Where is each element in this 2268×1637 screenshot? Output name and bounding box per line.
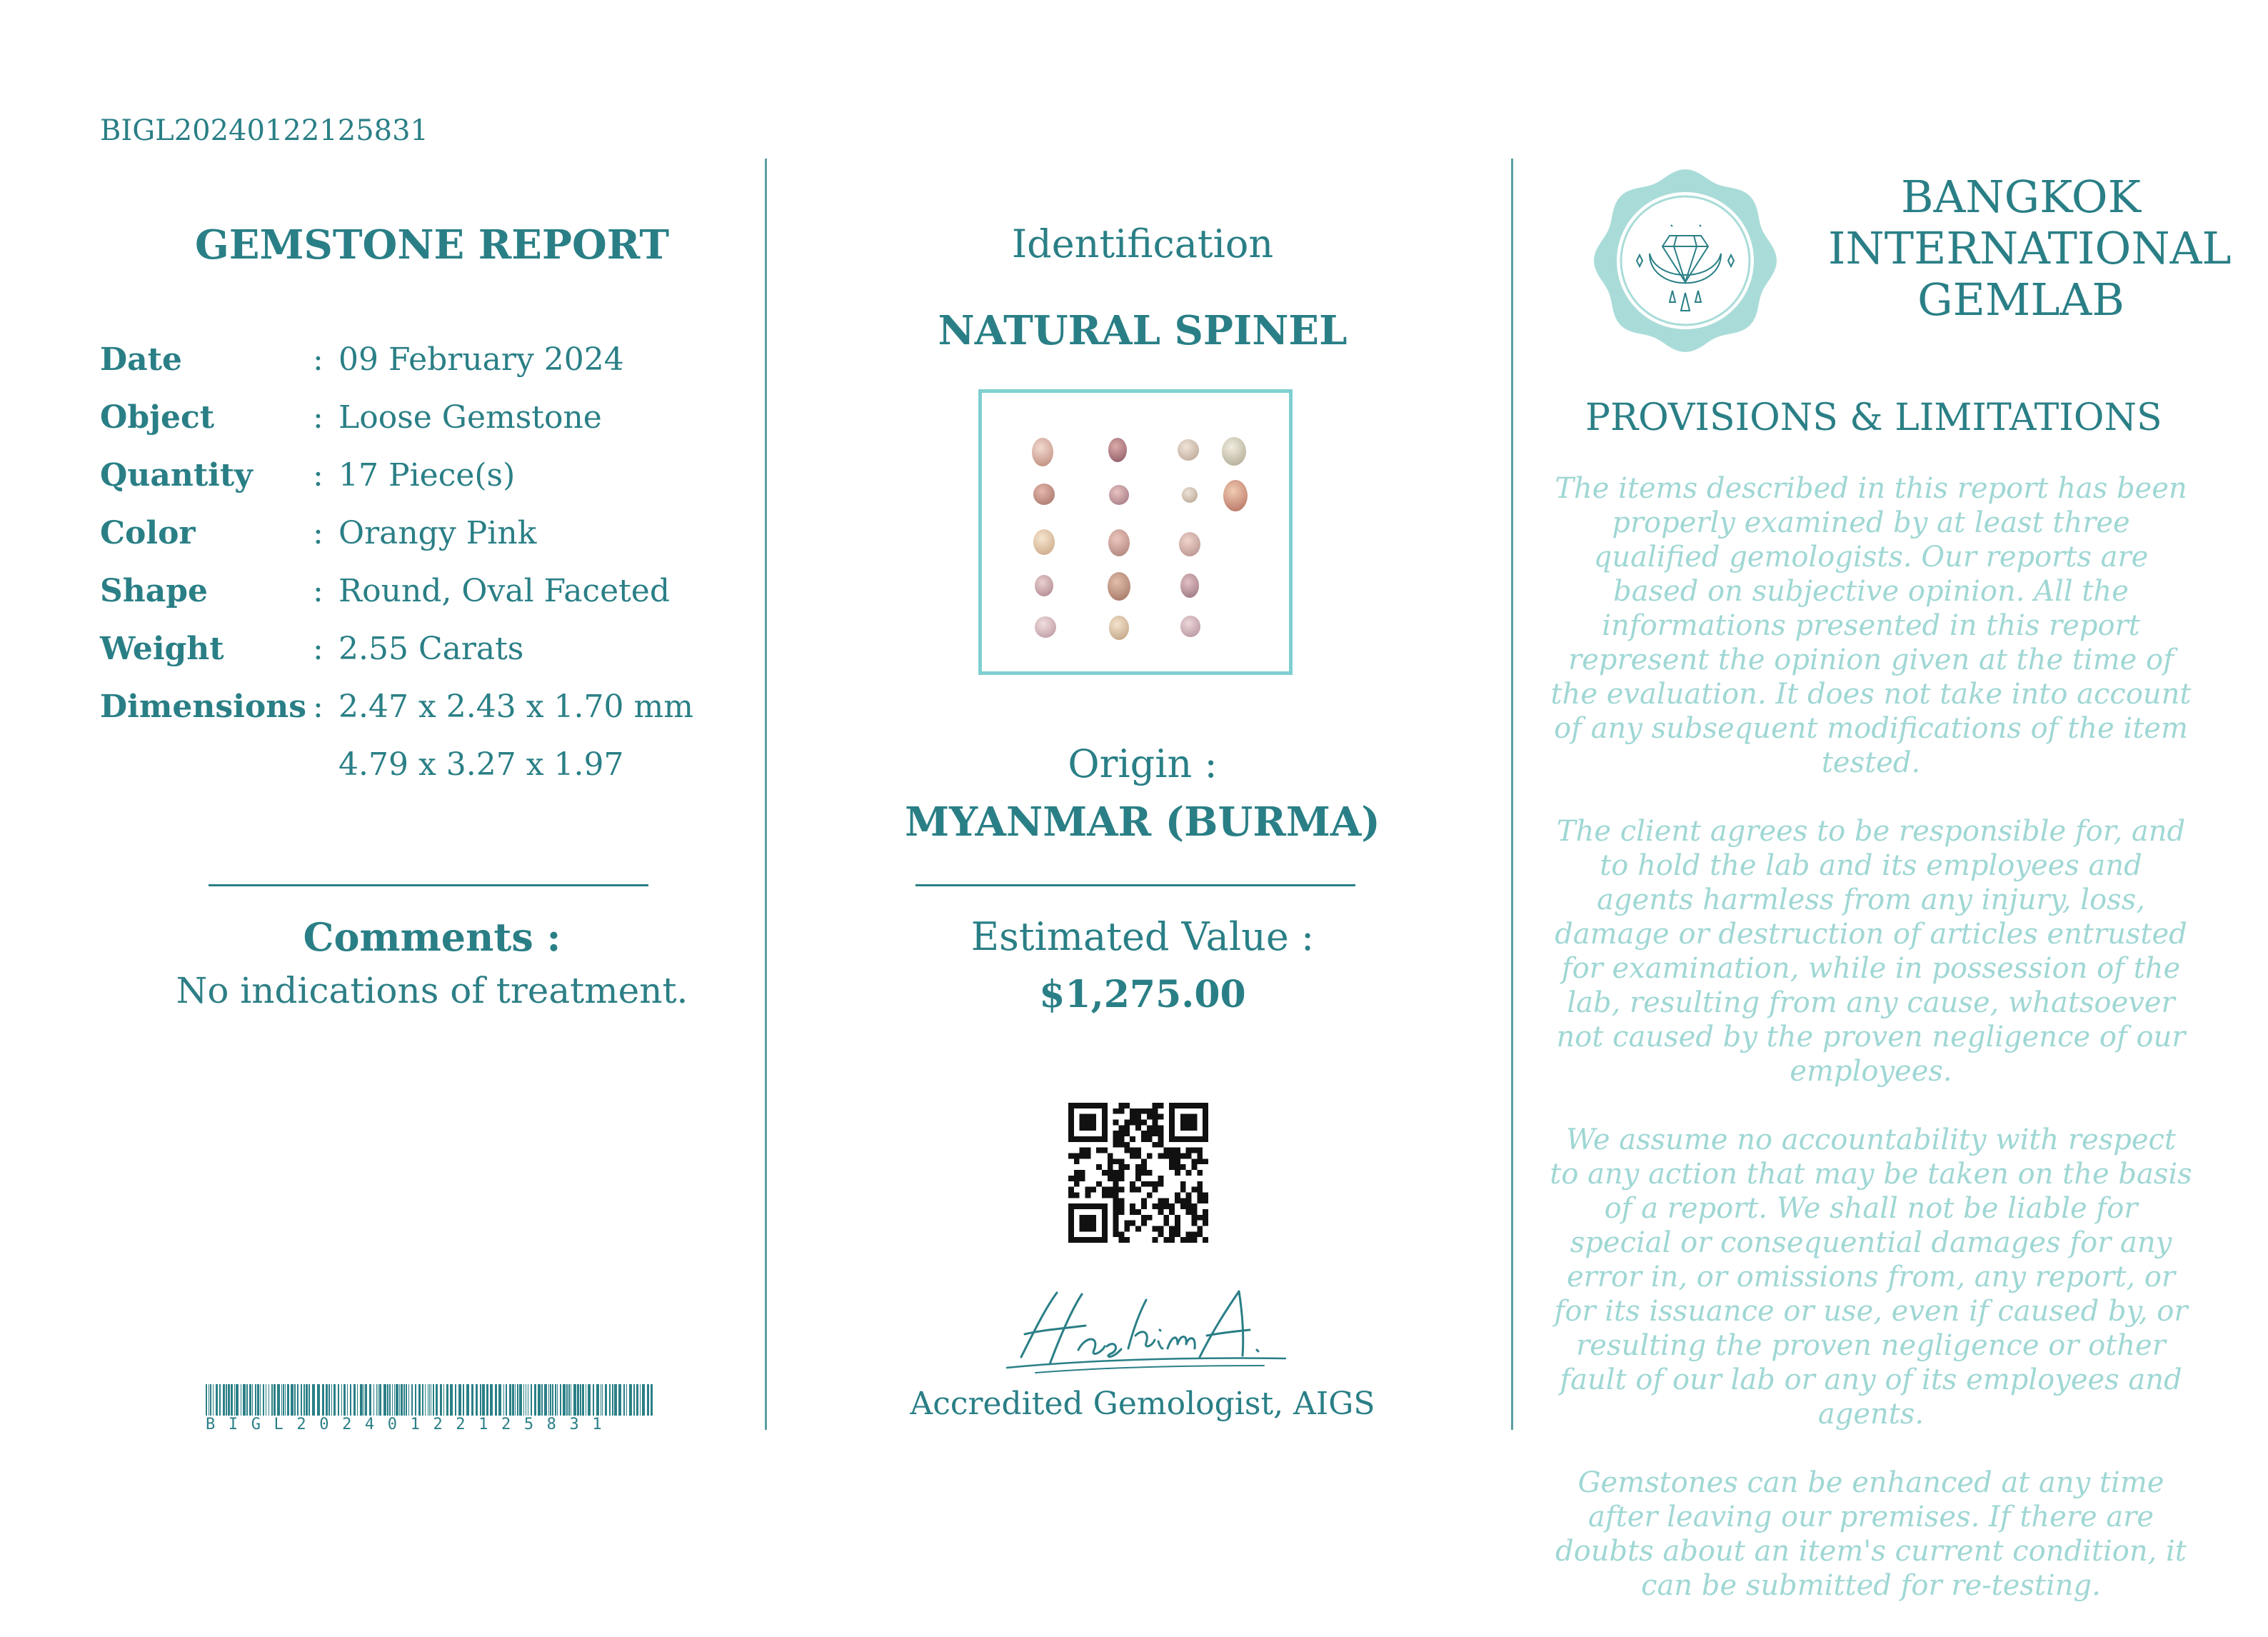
comments-label: Comments : — [303, 914, 561, 960]
lab-seal-logo — [1592, 168, 1778, 354]
info-colon: : — [313, 457, 323, 494]
lab-name-line: INTERNATIONAL — [1828, 222, 2232, 274]
provisions-paragraph: The client agrees to be responsible for, and to hold the lab and its employees and agents harmless from any injury, loss, damage or destruction of articles entrusted for examination, while in possession of the lab, resulting from any cause, whatsoever not caused by the proven negligence of our employees. — [1555, 815, 2187, 1088]
gemstone-image — [1182, 487, 1198, 503]
lab-name — [1828, 171, 2232, 326]
info-colon: : — [313, 689, 323, 725]
info-value: 09 February 2024 — [338, 341, 624, 378]
gemstone-image — [1223, 480, 1248, 511]
gemstone-image — [1178, 439, 1199, 461]
gemstone-image — [1109, 485, 1129, 505]
gemstone-image — [1179, 532, 1200, 556]
signature-image — [993, 1278, 1293, 1378]
info-value: Orangy Pink — [338, 515, 537, 551]
origin-value: MYANMAR (BURMA) — [905, 799, 1380, 846]
info-label: Color — [100, 515, 196, 551]
provisions-text — [1550, 471, 2192, 1637]
provisions-paragraph: The items described in this report has been properly examined by at least three qualified gemologists. Our reports are based on subjective opinion. All the informations presented in this report represent the opinion given at the time of the evaluation. It does not take into account of any subsequent modifications of the item tested. — [1550, 472, 2192, 779]
gemstone-image — [1108, 572, 1130, 601]
identification-label: Identification — [1011, 221, 1274, 266]
info-label: Dimensions — [100, 689, 307, 725]
provisions-paragraph: Gemstones can be enhanced at any time after leaving our premises. If there are doubts about an item's current condition, it can be submitted for re-testing. — [1555, 1466, 2187, 1602]
gemstone-image — [1180, 616, 1200, 637]
info-colon: : — [313, 573, 323, 609]
qr-code — [1068, 1103, 1208, 1243]
info-label: Shape — [100, 573, 209, 609]
gemstone-image — [1222, 437, 1246, 466]
info-label: Date — [100, 341, 182, 378]
comments-text: No indications of treatment. — [176, 970, 688, 1011]
provisions-paragraph: We assume no accountability with respect to any action that may be taken on the basis of a report. We shall not be liable for special or consequential damages for any error in, or omissions from, any report, or for its issuance or use, even if caused by, or resulting the proven negligence or other fault of our lab or any of its employees and agents. — [1550, 1123, 2192, 1431]
gemologist-title: Accredited Gemologist, AIGS — [910, 1386, 1375, 1422]
report-number: BIGL20240122125831 — [100, 114, 428, 147]
gemstone-image — [1035, 575, 1053, 596]
info-value: 17 Piece(s) — [338, 457, 516, 494]
lab-name-line: GEMLAB — [1917, 274, 2124, 326]
divider-line — [209, 884, 648, 886]
info-label: Quantity — [100, 457, 253, 494]
gemstone-photo — [978, 389, 1293, 675]
divider-line — [915, 884, 1355, 886]
estimated-value-label: Estimated Value : — [970, 914, 1315, 959]
provisions-title: PROVISIONS & LIMITATIONS — [1585, 396, 2162, 439]
info-colon: : — [313, 631, 323, 667]
info-value: 2.47 x 2.43 x 1.70 mm — [338, 689, 693, 725]
gemstone-image — [1180, 574, 1199, 598]
gemstone-image — [1035, 616, 1056, 638]
info-colon: : — [313, 399, 323, 436]
lab-name-line: BANGKOK — [1901, 171, 2141, 223]
gemstone-image — [1108, 438, 1127, 462]
gemstone-image — [1032, 438, 1053, 466]
identification-value: NATURAL SPINEL — [938, 307, 1348, 354]
estimated-value: $1,275.00 — [1039, 973, 1246, 1016]
gemstone-image — [1033, 529, 1055, 555]
info-value: 4.79 x 3.27 x 1.97 — [338, 746, 624, 783]
info-colon: : — [313, 341, 323, 378]
gemstone-image — [1108, 529, 1130, 556]
barcode — [206, 1384, 654, 1416]
info-label: Weight — [100, 631, 224, 667]
column-divider-left — [765, 159, 767, 1430]
gemstone-image — [1033, 484, 1055, 505]
gemstone-image — [1109, 616, 1129, 640]
info-label: Object — [100, 399, 215, 436]
info-value: Round, Oval Faceted — [338, 573, 670, 609]
report-title: GEMSTONE REPORT — [194, 221, 670, 269]
info-value: 2.55 Carats — [338, 631, 524, 667]
origin-label: Origin : — [1068, 741, 1218, 786]
barcode-text: BIGL20240122125831 — [206, 1416, 616, 1433]
info-colon: : — [313, 515, 323, 551]
info-value: Loose Gemstone — [338, 399, 602, 436]
